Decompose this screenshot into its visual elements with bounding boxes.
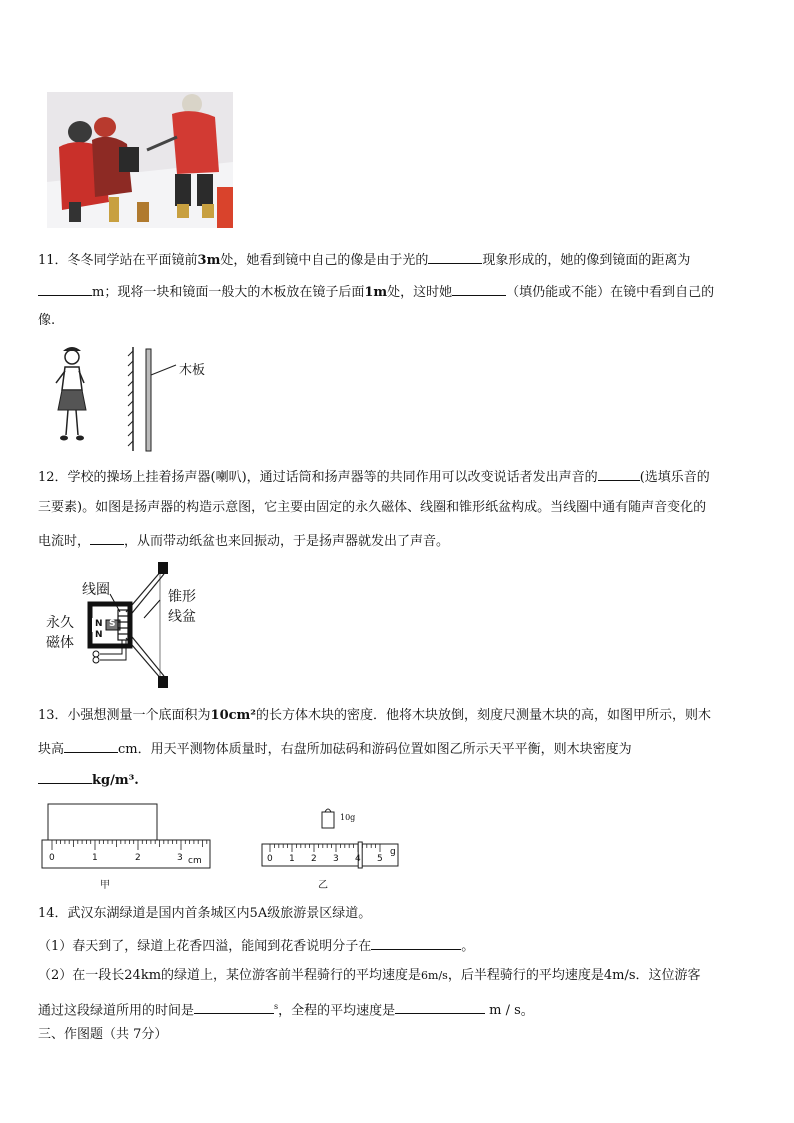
ruler-unit: cm xyxy=(188,856,202,866)
label-magnet-1: 永久 xyxy=(46,615,74,631)
q13-text-c: 块高 xyxy=(38,742,65,757)
label-cone-1: 锥形 xyxy=(168,589,196,605)
q14-length: 24km xyxy=(124,968,162,983)
section-3-heading: 三、作图题（共 7分） xyxy=(38,1027,168,1042)
q14-text-i: 。 xyxy=(520,1003,534,1019)
q13-text-a: 13．小强想测量一个底面积为 xyxy=(38,708,211,723)
q13-line3 xyxy=(38,771,139,789)
q14-v1: 6m/s xyxy=(421,969,448,982)
q12-line3 xyxy=(38,532,449,550)
scale-tick-3: 3 xyxy=(333,854,339,864)
q13-text-b: 的长方体木块的密度．他将木块放倒，刻度尺测量木块的高，如图甲所示，则木 xyxy=(256,708,712,723)
q14-text-a: （1）春天到了，绿道上花香四溢，能闻到花香说明分子在 xyxy=(38,939,372,954)
q14-v2: 4m/s xyxy=(603,968,636,983)
q12-blank-2[interactable] xyxy=(90,532,124,545)
scale-tick-4: 4 xyxy=(355,854,361,864)
q11-text-e: 处，这时她 xyxy=(387,285,453,300)
q14-text-b: 。 xyxy=(461,939,475,954)
q14-unit-ms: m / s xyxy=(489,1003,521,1019)
q11-text-a: 11．冬冬同学站在平面镜前 xyxy=(38,253,198,268)
q14-blank-3[interactable] xyxy=(395,1001,485,1014)
q11-mirror-figure xyxy=(48,345,228,455)
q12-text-d: ，从而带动纸盆也来回振动，于是扬声器就发出了声音。 xyxy=(124,534,450,549)
scale-tick-2: 2 xyxy=(311,854,317,864)
scale-tick-1: 1 xyxy=(289,854,295,864)
q14-blank-1[interactable] xyxy=(371,937,461,950)
q12-line1 xyxy=(38,468,710,486)
q14-line4 xyxy=(38,999,534,1019)
q14-text-d: 的绿道上，某位游客前半程骑行的平均速度是 xyxy=(161,968,422,983)
q12-line2: 三要素)。如图是扬声器的构造示意图，它主要由固定的永久磁体、线圈和锥形纸盆构成。当线圈中通有随声音变化的 xyxy=(38,500,707,515)
q11-text-f: （填仍能或不能）在镜中看到自己的 xyxy=(506,285,715,300)
q11-blank-2[interactable] xyxy=(38,283,92,296)
ruler-caption: 甲 xyxy=(100,880,110,891)
q14-text-h: ，全程的平均速度是 xyxy=(278,1003,396,1019)
q13-text-d: cm．用天平测物体质量时，右盘所加砝码和游码位置如图乙所示天平平衡，则木块密度为 xyxy=(118,742,632,757)
q13-blank-2[interactable] xyxy=(38,771,92,784)
speaker-diagram xyxy=(40,560,210,690)
label-magnet-2: 磁体 xyxy=(46,635,74,651)
balance-figure xyxy=(260,802,405,892)
q13-line1 xyxy=(38,708,711,724)
q14-unit-s: s xyxy=(274,1002,279,1011)
q14-line3 xyxy=(38,968,701,984)
q14-text-e: ，后半程骑行的平均速度是 xyxy=(447,968,604,983)
q11-line2 xyxy=(38,283,714,301)
ruler-tick-2: 2 xyxy=(135,853,141,863)
ruler-tick-1: 1 xyxy=(92,853,98,863)
q11-line3: 像. xyxy=(38,313,56,328)
weight-label: 10g xyxy=(340,813,356,822)
scale-caption: 乙 xyxy=(318,880,328,891)
ruler-tick-0: 0 xyxy=(49,853,55,863)
q11-blank-3[interactable] xyxy=(452,283,506,296)
scale-tick-5: 5 xyxy=(377,854,383,864)
q14-blank-2[interactable] xyxy=(194,1001,274,1014)
scale-tick-0: 0 xyxy=(267,854,273,864)
q13-line2 xyxy=(38,740,632,758)
q12-blank-1[interactable] xyxy=(598,468,640,481)
q14-text-f: ．这位游客 xyxy=(635,968,701,983)
q13-area: 10cm² xyxy=(210,708,257,723)
q14-line2 xyxy=(38,937,474,955)
q11-text-b: 处，她看到镜中自己的像是由于光的 xyxy=(220,253,429,268)
board-label: 木板 xyxy=(179,363,206,378)
scale-unit: g xyxy=(390,847,396,857)
q14-text-g: 通过这段绿道所用的时间是 xyxy=(38,1003,195,1019)
q11-text-d: m；现将一块和镜面一般大的木板放在镜子后面 xyxy=(92,285,365,300)
pole-s-label: S xyxy=(109,619,116,629)
q13-blank-1[interactable] xyxy=(64,740,118,753)
q11-distance-3m: 3m xyxy=(197,253,221,268)
q11-distance-1m: 1m xyxy=(364,285,388,300)
q12-text-b: (选填乐音的 xyxy=(639,470,710,485)
label-cone-2: 线盆 xyxy=(168,609,196,625)
q14-text-c: （2）在一段长 xyxy=(38,968,125,983)
pole-n-label: N xyxy=(95,619,103,629)
ruler-tick-3: 3 xyxy=(177,853,183,863)
pole-n2-label: N xyxy=(95,630,103,640)
ruler-figure xyxy=(40,802,220,892)
q12-text-c: 电流时， xyxy=(38,534,91,549)
climbers-photo xyxy=(47,92,233,228)
q11-text-c: 现象形成的，她的像到镜面的距离为 xyxy=(482,253,691,268)
q12-text-a: 12．学校的操场上挂着扬声器(喇叭)，通过话筒和扬声器等的共同作用可以改变说话者发出声音的 xyxy=(38,470,598,485)
label-coil: 线圈 xyxy=(82,582,110,598)
q14-line1: 14．武汉东湖绿道是国内首条城区内5A级旅游景区绿道。 xyxy=(38,906,372,921)
q13-density-unit: kg/m³. xyxy=(92,773,139,788)
q11-line1 xyxy=(38,251,690,269)
q11-blank-1[interactable] xyxy=(428,251,482,264)
